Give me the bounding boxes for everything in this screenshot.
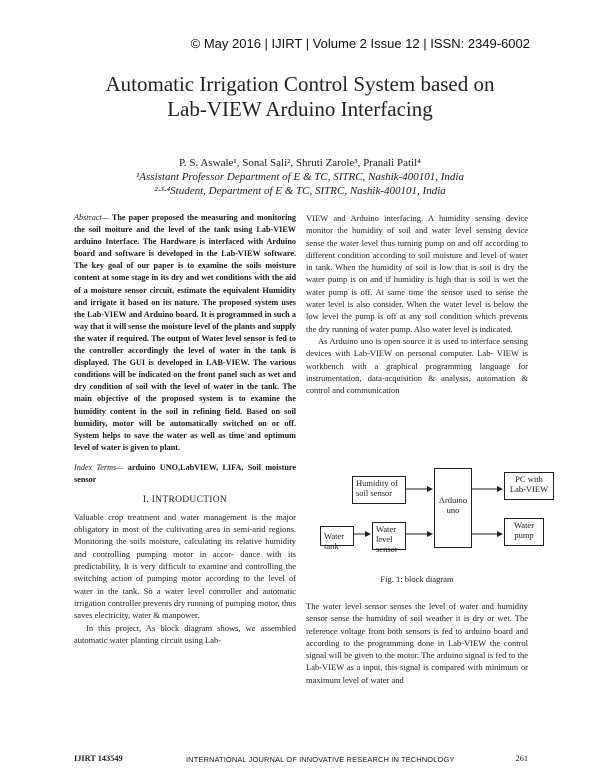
- water-tank-box: Water tank: [320, 526, 354, 546]
- left-column: [74, 212, 296, 646]
- diagram-arrows: [306, 462, 528, 580]
- paper-title: [0, 72, 600, 122]
- section-heading-introduction: I. INTRODUCTION: [142, 494, 228, 505]
- index-lead: Index Terms—: [74, 462, 124, 472]
- author-block: [0, 156, 600, 198]
- right-column: [306, 212, 528, 396]
- author-names: P. S. Aswale¹, Sonal Sali², Shruti Zarole³, Pranali Patil⁴: [179, 157, 421, 169]
- affiliation-2: ²·³·⁴Student, Department of E & TC, SITRC, Nashik-400101, India: [154, 185, 446, 197]
- right-paragraph-1: VIEW and Arduino interfacing. A humidity sensing device monitor the humidity of soil and water level sensing device sense the water level thus turning pump on and off according to different condition according to soil moisture and level of water in tank. When the humidity of soil is low that is soil is dry the water pump is on and if humidity is high that is soil is wet the water pump is off. At same time the sensor used to sense the water level is also consider. When the water level is below the low level the pump is off at any soil condition which prevents the dry running of water pump. Also water level is indicated.: [306, 213, 528, 334]
- page-number: 261: [515, 754, 528, 763]
- intro-paragraph-2: In this project, As block diagram shows, we assembled automatic water planting circuit using Lab-: [74, 622, 296, 645]
- water-level-sensor-box: Water level sensor: [372, 522, 406, 550]
- intro-paragraph-1: Valuable crop treatment and water management is the major obligatory in most of the cultivating area in semi-arid regions. Monitoring the soils moisture, calculating its relative humidity and controlling pumping motor in accor- dance with its predictability. It is very difficult to examine and controlling the switching action of pumping motor according to the level of water in the tank. So a water level controller and automatic irrigation controller prevents dry running of pumping motor, thus saves electricity, water & manpower.: [74, 511, 296, 621]
- figure-caption: Fig. 1: block diagram: [380, 574, 454, 584]
- index-text: arduino UNO,LabVIEW, LIFA, Soil moisture sensor: [74, 462, 296, 484]
- title-line-2: Lab-VIEW Arduino Interfacing: [167, 97, 433, 121]
- affiliation-1: ¹Assistant Professor Department of E & TC, SITRC, Nashik-400101, India: [135, 171, 464, 183]
- journal-header: © May 2016 | IJIRT | Volume 2 Issue 12 | ISSN: 2349-6002: [190, 36, 530, 51]
- right-column-lower: [306, 600, 528, 686]
- abstract-lead: Abstract—: [74, 213, 110, 222]
- block-diagram: [306, 462, 549, 580]
- right-paragraph-2: As Arduino uno is open source it is used to interface sensing devices with Lab-VIEW on personal computer. Lab- VIEW is workbench with a graphical programming language for instrumentation, data-acquisition & analysis, automation & control and communication: [306, 335, 528, 396]
- right-paragraph-3: The water level sensor senses the level of water and humidity sensor sense the humidity of soil weather it is dry or wet. The reference voltage from both sensors is fed to arduino board and according to the programming done in Lab-VIEW the control signal will be given to the motor. The arduino signal is fed to the Lab-VIEW as a input, this signal is compared with minimum or maximum level of water and: [306, 601, 528, 685]
- footer-id: IJIRT 143549: [74, 754, 123, 763]
- abstract-text: The paper proposed the measuring and monitoring the soil moiture and the level of the tank using Lab-VIEW arduino Interface. The Hardware is interfaced with Arduino board and software is developed in the Lab-VIEW software. The key goal of our paper is to examine the soils moisture content at some stage in its dry and wet conditions with the aid of a moisture sensor circuit, estimate the equivalent Humidity and irrigate it based on its nature. The proposed system uses the Lab-VIEW and Arduino board. It is programmed in such a way that it will sense the moisture level of the plants and supply the water if required. The output of Water level sensor is fed to the controller accordingly the level of water in the tank is displayed. The GUI is developed in LAB-VIEW. The various conditions will be indicated on the front panel such as wet and dry condition of soil with the level of water in the tank. The main objective of the proposed system is to examine the humidity content in the soil in refining field. Based on soil humidity, motor will be automatically switched on or off. System helps to save the water as well as time and optimum level of water is given to plant.: [74, 213, 296, 452]
- footer-journal: INTERNATIONAL JOURNAL OF INNOVATIVE RESEARCH IN TECHNOLOGY: [186, 755, 455, 764]
- arduino-box: Arduino uno: [434, 468, 472, 548]
- title-line-1: Automatic Irrigation Control System based on: [105, 72, 495, 96]
- abstract: [74, 212, 296, 454]
- humidity-sensor-box: Humidity of soil sensor: [352, 476, 406, 504]
- pc-labview-box: PC with Lab-VIEW: [504, 472, 554, 500]
- water-pump-box: Water pump: [504, 518, 544, 546]
- index-terms: [74, 462, 296, 486]
